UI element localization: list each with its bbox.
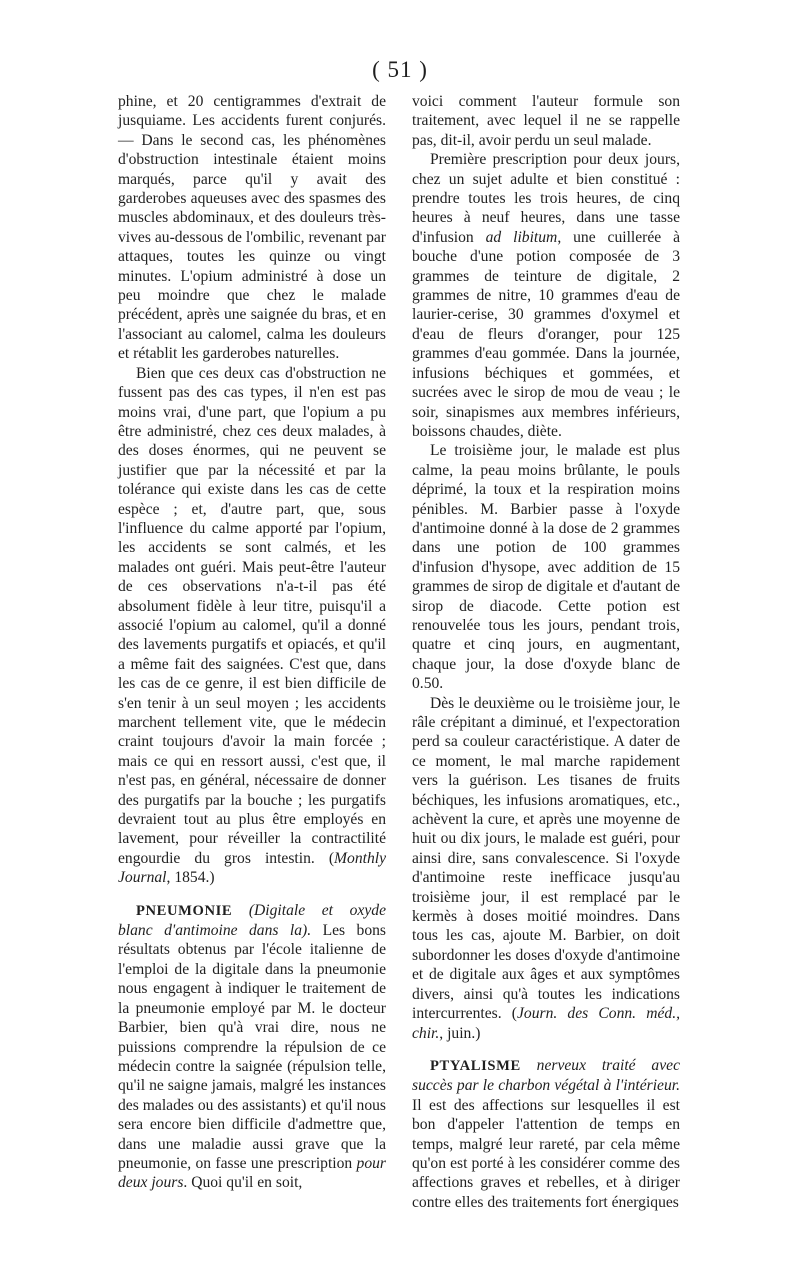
left-paragraph-2-end: , 1854.) [166, 869, 215, 887]
pneumonie-body: Les bons résultats obtenus par l'école italienne de l'emploi de la digitale dans la pneumonie nous engagent à indiquer le traitement de la pneumonie employé par M. le docteur Barbier, bien qu'à vrai dire, nous ne puissions comprendre la répulsion de ce médecin contre la saignée (répulsion telle, qu'il ne saigne jamais, malgré les instances des malades ou des assistants) et qu'il nous sera encore bien difficile d'admettre que, dans une maladie aussi grave que la pneumonie, on fasse une prescription [118, 922, 386, 1172]
left-column [118, 92, 386, 1193]
page-number: ( 51 ) [372, 57, 428, 82]
ptyalisme-body: Il est des affections sur lesquelles il est bon d'appeler l'attention de temps en temps, malgré leur rareté, par cela même qu'on est porté à les considérer comme des affections graves et rebelles, et à diriger contre elles des traitements fort énergiques [412, 1096, 680, 1211]
ptyalisme-section [412, 1056, 680, 1212]
right-paragraph-4-text: Dès le deuxième ou le troisième jour, le râle crépitant a diminué, et l'expectoration perd sa couleur caractéristique. A dater de ce moment, le mal marche rapidement vers la guérison. Les tisanes de fruits béchiques, les infusions aromatiques, etc., achèvent la cure, et après une moyenne de huit ou dix jours, le malade est guéri, pour ainsi dire, sans convalescence. Si l'oxyde d'antimoine reste inefficace jusqu'au troisième jour, il est remplacé par le kermès à doses moitié moindres. Dans tous les cas, ajoute M. Barbier, on doit subordonner les doses d'oxyde d'antimoine et de digitale aux âges et aux symptômes divers, ainsi qu'à toutes les indications intercurrentes. ( [412, 694, 680, 1023]
right-column [412, 92, 680, 1212]
pneumonie-section [118, 901, 386, 1193]
right-paragraph-2-italic: ad libitum [485, 228, 558, 246]
left-paragraph-2-text: Bien que ces deux cas d'obstruction ne fussent pas des cas types, il n'en est pas moins vrai, d'une part, que l'opium a pu être administré, chez ces deux malades, à des doses énormes, qui ne peuvent se justifier que par la nécessité et par la tolérance qui existe dans les cas de cette espèce ; et, d'autre part, que, sous l'influence du calme apporté par l'opium, les accidents se sont calmés, et les malades ont guéri. Mais peut-être l'auteur de ces observations n'a-t-il pas été absolument fidèle à leur titre, puisqu'il a associé l'opium au calomel, qu'il a donné des lavements purgatifs et opiacés, et qu'il a même fait des saignées. C'est que, dans les cas de ce genre, il est bien difficile de s'en tenir à un seul moyen ; les accidents marchent tellement vite, que le médecin craint toujours d'avoir la main forcée ; mais ce qui en ressort aussi, c'est que, il n'est pas, en général, nécessaire de donner des purgatifs par la bouche ; les purgatifs devraient tout au plus être employés en lavement, pour réveiller la contractilité engourdie du gros intestin. ( [118, 364, 386, 867]
ptyalisme-title: PTYALISME [430, 1057, 521, 1074]
pneumonie-title: PNEUMONIE [136, 902, 233, 919]
right-paragraph-4 [412, 694, 680, 1043]
right-paragraph-4-source: Journ. des Conn. méd., chir. [412, 1005, 680, 1042]
left-paragraph-2 [118, 364, 386, 888]
right-paragraph-2-end: , une cuillerée à bouche d'une potion composée de 3 grammes de teinture de digitale, 2 grammes de nitre, 10 grammes d'eau de laurier-cerise, 30 grammes d'oxymel et d'eau de fleurs d'oranger, pour 125 grammes d'eau gommée. Dans la journée, infusions béchiques et gommées, et sucrées avec le sirop de mou de veau ; le soir, sinapismes aux membres inférieurs, boissons chaudes, diète. [412, 228, 681, 440]
right-paragraph-2 [412, 150, 680, 441]
right-paragraph-4-end: , juin.) [439, 1024, 481, 1042]
pneumonie-italic-end: pour deux jours [118, 1154, 386, 1192]
right-paragraph-1: voici comment l'auteur formule son traitement, avec lequel il ne se rappelle pas, dit-il, avoir perdu un seul malade. [412, 93, 680, 149]
pneumonie-body-end: . Quoi qu'il en soit, [183, 1174, 303, 1192]
pneumonie-subtitle: (Digitale et oxyde blanc d'antimoine dans la). [118, 901, 386, 940]
left-paragraph-1: phine, et 20 centigrammes d'extrait de jusquiame. Les accidents furent conjurés. — Dans le second cas, les phénomènes d'obstruction intestinale étaient moins marqués, parce qu'il y avait des garderobes aqueuses avec des spasmes des muscles abdominaux, et des douleurs très-vives au-dessous de l'ombilic, revenant par attaques, toutes les quinze ou vingt minutes. L'opium administré à dose un peu moindre que chez le malade précédent, après une saignée du bras, et en l'associant au calomel, calma les douleurs et rétablit les garderobes naturelles. [118, 93, 386, 363]
ptyalisme-subtitle: nerveux traité avec succès par le charbon végétal à l'intérieur. [412, 1056, 680, 1095]
right-paragraph-2-text: Première prescription pour deux jours, chez un sujet adulte et bien constitué : prendre toutes les trois heures, de cinq heures à neuf heures, dans une tasse d'infusion [412, 151, 680, 246]
right-paragraph-3: Le troisième jour, le malade est plus calme, la peau moins brûlante, le pouls déprimé, la toux et la respiration moins pénibles. M. Barbier passe à l'oxyde d'antimoine donné à la dose de 2 grammes dans une potion de 100 grammes d'infusion d'hysope, avec addition de 15 grammes de sirop de digitale et d'autant de sirop de diacode. Cette potion est renouvelée tous les jours, pendant trois, quatre et cinq jours, en augmentant, chaque jour, la dose d'oxyde blanc de 0.50. [412, 442, 680, 693]
left-paragraph-2-source: Monthly Journal [118, 849, 386, 887]
